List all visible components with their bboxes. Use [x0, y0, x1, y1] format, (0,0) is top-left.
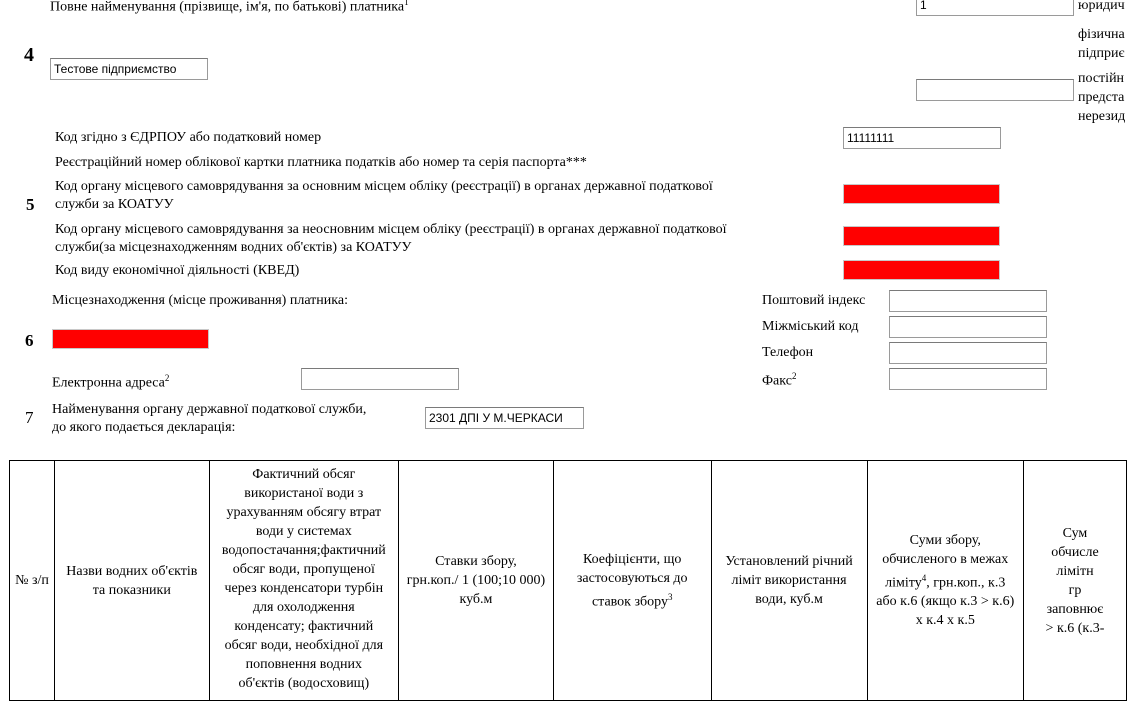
- reg-number-label: Реєстраційний номер облікової картки платника податків або номер та серія паспорта***: [55, 155, 587, 170]
- kved-field[interactable]: [843, 260, 1000, 280]
- email-input[interactable]: [301, 368, 459, 390]
- section-number-7: 7: [25, 408, 34, 427]
- email-label: Електронна адреса$^2$: [52, 373, 170, 391]
- intercity-code-input[interactable]: [889, 316, 1047, 338]
- tax-office-input[interactable]: 2301 ДПІ У М.ЧЕРКАСИ: [425, 407, 584, 429]
- payer-type-option: підприє: [1078, 46, 1125, 61]
- payer-type-option: нерезид: [1078, 109, 1126, 124]
- intercity-code-label: Міжміський код: [762, 319, 859, 334]
- payer-name-label: Повне найменування (прізвище, ім'я, по батькові) платника$^1$: [50, 0, 409, 15]
- payer-type-option: предста: [1078, 90, 1125, 105]
- phone-input[interactable]: [889, 342, 1047, 364]
- koatuu-other-label: Код органу місцевого самоврядування за неосновним місцем обліку (реєстрації) в органах державної податкової служби(за місцезнаходженням водних об'єктів) за КОАТУУ: [55, 222, 727, 255]
- edrpou-label: Код згідно з ЄДРПОУ або податковий номер: [55, 130, 322, 145]
- tax-office-label: Найменування органу державної податкової служби, до якого подається декларація:: [52, 402, 367, 435]
- section-number-5: 5: [26, 195, 35, 214]
- location-label: Місцезнаходження (місце проживання) платника:: [52, 293, 348, 308]
- payer-name-input[interactable]: Тестове підприємство: [50, 58, 208, 80]
- phone-label: Телефон: [762, 345, 814, 360]
- section-number-4: 4: [24, 44, 34, 66]
- section-number-6: 6: [25, 331, 34, 350]
- col-number-header: № з/п: [10, 461, 55, 701]
- payer-type-input[interactable]: 1: [916, 0, 1074, 16]
- col-fee-over-limit-header: Сум обчисле лімітн гр заповнює > к.6 (к.3-: [1023, 461, 1126, 701]
- col-actual-volume-header: Фактичний обсяг використаної води з урахуванням обсягу втрат води у системах водопостачання;фактичний обсяг води, пропущеної через конденсатори турбін для охолодження конденсату; фактичний обсяг води, необхідної для поповнення водних об'єктів (водосховищ): [209, 461, 398, 701]
- payer-type-options: [1078, 0, 1125, 126]
- col-coefficients-header: Коефіцієнти, що застосовуються до ставок збору$^3$: [553, 461, 711, 701]
- fax-label: Факс$^2$: [762, 371, 797, 389]
- col-water-objects-header: Назви водних об'єктів та показники: [54, 461, 209, 701]
- payer-type-input-2[interactable]: [916, 79, 1074, 101]
- koatuu-main-field[interactable]: [843, 184, 1000, 204]
- payer-type-option: фізична: [1078, 27, 1125, 42]
- col-fee-within-limit-header: Суми збору, обчисленого в межах ліміту$^4$, грн.коп., к.3 або к.6 (якщо к.3 > к.6) х к.4 х к.5: [867, 461, 1023, 701]
- postal-code-input[interactable]: [889, 290, 1047, 312]
- koatuu-other-field[interactable]: [843, 226, 1000, 246]
- fax-input[interactable]: [889, 368, 1047, 390]
- col-annual-limit-header: Установлений річний ліміт використання води, куб.м: [711, 461, 867, 701]
- payer-type-option: юридич: [1078, 0, 1125, 13]
- location-field[interactable]: [52, 329, 209, 349]
- edrpou-input[interactable]: 11111111: [843, 127, 1001, 149]
- kved-label: Код виду економічної діяльності (КВЕД): [55, 263, 300, 278]
- water-usage-table: [9, 460, 1127, 701]
- payer-type-option: постійн: [1078, 71, 1125, 86]
- koatuu-main-label: Код органу місцевого самоврядування за основним місцем обліку (реєстрації) в органах державної податкової служби за КОАТУУ: [55, 179, 713, 212]
- postal-code-label: Поштовий індекс: [762, 293, 866, 308]
- col-rates-header: Ставки збору, грн.коп./ 1 (100;10 000) куб.м: [399, 461, 554, 701]
